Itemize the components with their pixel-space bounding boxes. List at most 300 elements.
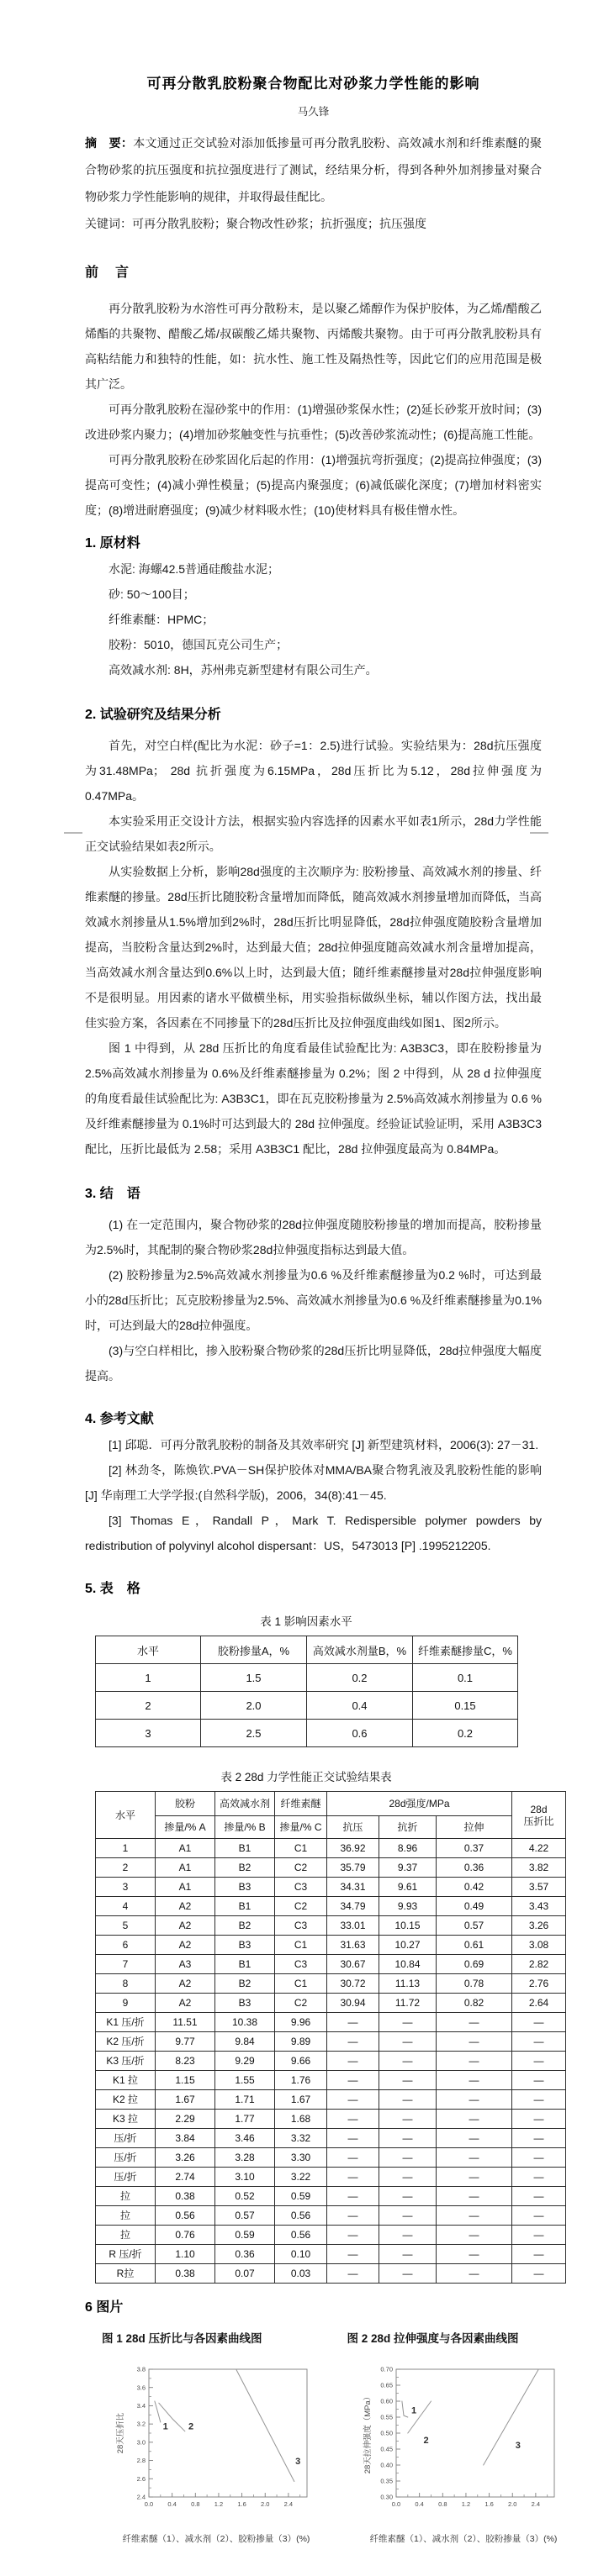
table-cell: 8.23 <box>156 2052 215 2071</box>
keywords-label: 关键词： <box>85 217 132 230</box>
table-cell: 10.27 <box>379 1936 437 1955</box>
material-item: 胶粉：5010，德国瓦克公司生产； <box>109 638 289 651</box>
table-cell: 1.76 <box>275 2071 327 2090</box>
table-cell: 3.08 <box>512 1936 566 1955</box>
table1-row <box>96 1720 518 1747</box>
keywords-line <box>85 210 542 237</box>
table-cell: 0.52 <box>215 2187 275 2206</box>
y-tick-label: 3.8 <box>136 2365 146 2373</box>
table2-row <box>96 2129 566 2148</box>
y-tick-label: 0.70 <box>380 2365 393 2373</box>
table-cell: 1 <box>96 1664 201 1692</box>
table-cell: 9 <box>96 1994 156 2013</box>
table-cell: 3.84 <box>156 2129 215 2148</box>
table-cell: 6 <box>96 1936 156 1955</box>
table-cell: 1.5 <box>201 1664 307 1692</box>
materials-list <box>85 556 542 682</box>
table-factor-levels <box>95 1636 518 1747</box>
table-cell: 30.72 <box>327 1974 379 1994</box>
table-cell: K3 拉 <box>96 2110 156 2129</box>
table-cell: 0.10 <box>275 2245 327 2264</box>
y-tick-label: 0.30 <box>380 2493 393 2501</box>
table-cell: 0.15 <box>413 1692 518 1720</box>
table-cell: 0.69 <box>437 1955 512 1974</box>
table2-row <box>96 2032 566 2052</box>
table2-header-water-sub: 掺量/% B <box>215 1816 275 1839</box>
table-cell: R拉 <box>96 2264 156 2284</box>
table-cell: 0.59 <box>275 2187 327 2206</box>
table-cell: 0.82 <box>437 1994 512 2013</box>
table-cell: C2 <box>275 1897 327 1916</box>
table-cell: A1 <box>156 1878 215 1897</box>
table-cell: B2 <box>215 1858 275 1878</box>
table-cell: — <box>327 2013 379 2032</box>
table-cell: — <box>327 2245 379 2264</box>
table-cell: — <box>379 2129 437 2148</box>
table2-row <box>96 1994 566 2013</box>
table-cell: 10.38 <box>215 2013 275 2032</box>
table-cell: 4 <box>96 1897 156 1916</box>
author: 马久锋 <box>297 106 330 118</box>
y-tick-label: 2.4 <box>136 2493 146 2501</box>
table-cell: 33.01 <box>327 1916 379 1936</box>
series-label-3: 3 <box>515 2441 521 2452</box>
table-cell: B2 <box>215 1916 275 1936</box>
table-cell: 压/折 <box>96 2148 156 2168</box>
table-cell: — <box>379 2013 437 2032</box>
table-cell: 0.37 <box>437 1839 512 1858</box>
table-cell: B3 <box>215 1994 275 2013</box>
table1-row <box>96 1664 518 1692</box>
table-cell: K2 拉 <box>96 2090 156 2110</box>
y-tick-label: 0.65 <box>380 2381 393 2389</box>
table1-header-cell: 水平 <box>96 1636 201 1664</box>
table-cell: 9.96 <box>275 2013 327 2032</box>
material-item: 水泥: 海螺42.5普通硅酸盐水泥； <box>109 562 280 576</box>
table-cell: 8.96 <box>379 1839 437 1858</box>
table2-header-row2 <box>96 1816 566 1839</box>
table2-row <box>96 2148 566 2168</box>
table-cell: — <box>437 2187 512 2206</box>
table2-header-row1 <box>96 1792 566 1816</box>
table-cell: — <box>327 2187 379 2206</box>
x-tick-label: 2.4 <box>283 2500 294 2508</box>
table-cell: 0.4 <box>307 1692 413 1720</box>
series-label-1: 1 <box>162 2421 168 2432</box>
x-tick-label: 2.0 <box>261 2500 270 2508</box>
y-tick-label: 2.8 <box>136 2457 146 2465</box>
experiment-paragraph: 首先，对空白样(配比为水泥：砂子=1：2.5)进行试验。实验结果为：28d抗压强度为31.48MPa； 28d 抗折强度为6.15MPa，28d压折比为5.12，28d拉伸强度为0.47MPa。 <box>85 739 542 803</box>
table2-row <box>96 1839 566 1858</box>
table-cell: — <box>379 2206 437 2226</box>
table-cell: — <box>327 2206 379 2226</box>
x-tick-label: 0.8 <box>191 2500 200 2508</box>
experiment-paragraph: 本实验采用正交设计方法，根据实验内容选择的因素水平如表1所示，28d力学性能正交试验结果如表2所示。 <box>85 814 542 853</box>
table-cell: 0.56 <box>275 2206 327 2226</box>
table-cell: 1.15 <box>156 2071 215 2090</box>
table-cell: 3.26 <box>512 1916 566 1936</box>
table-cell: — <box>379 2090 437 2110</box>
table-cell: A2 <box>156 1897 215 1916</box>
x-tick-label: 1.6 <box>484 2500 494 2508</box>
table2-row <box>96 2245 566 2264</box>
table2-row <box>96 1916 566 1936</box>
chart-canvas <box>357 2361 569 2527</box>
table-cell: 9.66 <box>275 2052 327 2071</box>
y-tick-label: 3.0 <box>136 2438 146 2447</box>
table-cell: 0.78 <box>437 1974 512 1994</box>
table2-header-cellulose-sub: 掺量/% C <box>275 1816 327 1839</box>
table-cell: 2.74 <box>156 2168 215 2187</box>
table-cell: — <box>327 2071 379 2090</box>
page-break-mark-left <box>64 832 82 834</box>
table-cell: C3 <box>275 1955 327 1974</box>
series-label-1: 1 <box>410 2405 417 2416</box>
table1-row <box>96 1692 518 1720</box>
document-page <box>0 74 593 2576</box>
y-tick-label: 3.4 <box>136 2402 146 2410</box>
table2-header-compressive: 抗压 <box>327 1816 379 1839</box>
table-cell: 30.67 <box>327 1955 379 1974</box>
table-cell: 0.57 <box>437 1916 512 1936</box>
table-cell: 3.10 <box>215 2168 275 2187</box>
table-cell: 4.22 <box>512 1839 566 1858</box>
table-cell: 0.07 <box>215 2264 275 2284</box>
table2-row <box>96 1858 566 1878</box>
table-cell: — <box>512 2013 566 2032</box>
table-cell: — <box>512 2206 566 2226</box>
table-cell: A2 <box>156 1974 215 1994</box>
table-cell: — <box>379 2226 437 2245</box>
table-cell: 1.67 <box>275 2090 327 2110</box>
table-cell: — <box>379 2245 437 2264</box>
table-cell: 5 <box>96 1916 156 1936</box>
table-cell: — <box>512 2110 566 2129</box>
table-cell: — <box>327 2052 379 2071</box>
table-cell: — <box>437 2168 512 2187</box>
figure-block-1 <box>110 2361 322 2546</box>
table-cell: A2 <box>156 1994 215 2013</box>
table-cell: 1.77 <box>215 2110 275 2129</box>
table-cell: B3 <box>215 1878 275 1897</box>
abstract-paragraph <box>85 129 542 210</box>
table-cell: — <box>327 2129 379 2148</box>
heading-preface: 前 言 <box>85 266 131 280</box>
table2-header-tensile: 拉伸 <box>437 1816 512 1839</box>
table-cell: K1 拉 <box>96 2071 156 2090</box>
x-tick-label: 1.2 <box>461 2500 471 2508</box>
table-cell: C1 <box>275 1936 327 1955</box>
table-cell: 1.71 <box>215 2090 275 2110</box>
table-cell: 11.13 <box>379 1974 437 1994</box>
figure2-caption: 图 2 28d 拉伸强度与各因素曲线图 <box>347 2332 519 2345</box>
table-cell: — <box>512 2052 566 2071</box>
table-cell: B2 <box>215 1974 275 1994</box>
table-cell: 3 <box>96 1720 201 1747</box>
preface-paragraph: 可再分散乳胶粉在砂浆固化后起的作用：(1)增强抗弯折强度；(2)提高拉伸强度；(3)提高可变性；(4)减小弹性模量；(5)提高内聚强度；(6)减低碳化深度；(7)增加材料密实度；(8)增进耐磨强度；(9)减少材料吸水性；(10)使材料具有极佳憎水性。 <box>85 453 542 517</box>
y-tick-label: 0.45 <box>380 2445 393 2453</box>
table-cell: — <box>379 2052 437 2071</box>
table2-row <box>96 2071 566 2090</box>
x-tick-label: 0.0 <box>144 2500 154 2508</box>
table-cell: 2.5 <box>201 1720 307 1747</box>
table1-header-cell: 胶粉掺量A，% <box>201 1636 307 1664</box>
table-cell: 压/折 <box>96 2168 156 2187</box>
table2-header-powder-sub: 掺量/% A <box>156 1816 215 1839</box>
table-cell: 0.42 <box>437 1878 512 1897</box>
table-cell: 9.61 <box>379 1878 437 1897</box>
y-axis-label: 28天压折比 <box>116 2412 125 2454</box>
table-cell: 0.38 <box>156 2187 215 2206</box>
table-cell: 9.77 <box>156 2032 215 2052</box>
page-break-mark-right <box>530 832 548 834</box>
document-content <box>0 74 593 2546</box>
series-line-3 <box>236 2369 294 2482</box>
table-cell: 1.67 <box>156 2090 215 2110</box>
heading-experiment: 2. 试验研究及结果分析 <box>85 708 221 722</box>
table2-row <box>96 2187 566 2206</box>
table-cell: 0.36 <box>437 1858 512 1878</box>
table-cell: C1 <box>275 1974 327 1994</box>
material-item: 高效减水剂: 8H，苏州弗克新型建材有限公司生产。 <box>109 663 378 677</box>
table2-header-flexural: 抗折 <box>379 1816 437 1839</box>
y-axis-label: 28天拉伸强度（MPa） <box>363 2392 373 2474</box>
heading-conclusion: 3. 结 语 <box>85 1187 140 1201</box>
x-tick-label: 0.8 <box>438 2500 447 2508</box>
table-cell: — <box>512 2071 566 2090</box>
table2-row <box>96 2013 566 2032</box>
table2-row <box>96 2226 566 2245</box>
y-tick-label: 0.55 <box>380 2413 393 2421</box>
table-cell: 0.6 <box>307 1720 413 1747</box>
table-cell: — <box>512 2032 566 2052</box>
table-cell: 2.82 <box>512 1955 566 1974</box>
table-cell: A1 <box>156 1839 215 1858</box>
x-tick-label: 2.0 <box>508 2500 517 2508</box>
reference-item: [2] 林劲冬，陈焕钦.PVA－SH保护胶体对MMA/BA聚合物乳液及乳胶粉性能的影响 [J] 华南理工大学学报:(自然科学版)，2006，34(8):41－45. <box>85 1463 542 1502</box>
table-cell: A3 <box>156 1955 215 1974</box>
table-cell: 36.92 <box>327 1839 379 1858</box>
table-cell: — <box>437 2148 512 2168</box>
table-cell: 0.56 <box>275 2226 327 2245</box>
y-tick-label: 2.6 <box>136 2474 146 2483</box>
table-cell: 2.76 <box>512 1974 566 1994</box>
table2-row <box>96 2090 566 2110</box>
heading-materials: 1. 原材料 <box>85 536 140 550</box>
table-cell: 0.57 <box>215 2206 275 2226</box>
heading-figures: 6 图片 <box>85 2300 124 2315</box>
page-title: 可再分散乳胶粉聚合物配比对砂浆力学性能的影响 <box>146 76 480 92</box>
plot-border <box>396 2369 554 2497</box>
figure-captions-row <box>102 2331 542 2347</box>
table-cell: 7 <box>96 1955 156 1974</box>
x-axis-label: 纤维素醚（1）、减水剂（2）、胶粉掺量（3）(%) <box>122 2534 310 2544</box>
chart-canvas <box>110 2361 322 2527</box>
table-cell: — <box>512 2264 566 2284</box>
table-cell: 2.0 <box>201 1692 307 1720</box>
table-cell: 11.72 <box>379 1994 437 2013</box>
table2-header-cellulose: 纤维素醚 <box>275 1792 327 1816</box>
table-cell: — <box>437 2245 512 2264</box>
table2-row <box>96 2110 566 2129</box>
table-cell: 0.59 <box>215 2226 275 2245</box>
x-tick-label: 0.4 <box>415 2500 424 2508</box>
table-cell: C2 <box>275 1858 327 1878</box>
table-cell: — <box>437 2226 512 2245</box>
series-line-3 <box>484 2369 539 2465</box>
heading-references: 4. 参考文献 <box>85 1412 154 1426</box>
table-cell: — <box>512 2187 566 2206</box>
table2-header-strength: 28d强度/MPa <box>327 1792 512 1816</box>
table-cell: 8 <box>96 1974 156 1994</box>
table-cell: — <box>379 2032 437 2052</box>
table-cell: 3.46 <box>215 2129 275 2148</box>
table-cell: 0.38 <box>156 2264 215 2284</box>
table-cell: 9.84 <box>215 2032 275 2052</box>
table-cell: — <box>327 2226 379 2245</box>
table-cell: — <box>437 2052 512 2071</box>
y-tick-label: 0.35 <box>380 2477 393 2485</box>
table1-header-cell: 高效减水剂量B，% <box>307 1636 413 1664</box>
table-cell: 压/折 <box>96 2129 156 2148</box>
x-tick-label: 0.4 <box>167 2500 177 2508</box>
table2-row <box>96 1936 566 1955</box>
table2-row <box>96 1974 566 1994</box>
series-label-2: 2 <box>188 2421 194 2432</box>
table-cell: — <box>327 2168 379 2187</box>
y-tick-label: 0.40 <box>380 2461 393 2469</box>
table2-row <box>96 2168 566 2187</box>
table-cell: 0.03 <box>275 2264 327 2284</box>
table-cell: 3 <box>96 1878 156 1897</box>
table-cell: 35.79 <box>327 1858 379 1878</box>
table-cell: 2.29 <box>156 2110 215 2129</box>
table-cell: 2 <box>96 1692 201 1720</box>
table-cell: — <box>379 2148 437 2168</box>
table2-header-ratio <box>512 1792 566 1839</box>
table-cell: — <box>437 2264 512 2284</box>
table-cell: — <box>512 2226 566 2245</box>
table-cell: B1 <box>215 1897 275 1916</box>
table-cell: 3.32 <box>275 2129 327 2148</box>
table-cell: 34.79 <box>327 1897 379 1916</box>
table-cell: 1.10 <box>156 2245 215 2264</box>
table-cell: 9.29 <box>215 2052 275 2071</box>
conclusion-paragraphs <box>85 1212 542 1388</box>
table-cell: 2 <box>96 1858 156 1878</box>
x-tick-label: 1.6 <box>237 2500 246 2508</box>
table-cell: 0.76 <box>156 2226 215 2245</box>
table-cell: — <box>437 2032 512 2052</box>
table-cell: 10.15 <box>379 1916 437 1936</box>
table-cell: 31.63 <box>327 1936 379 1955</box>
table-cell: B3 <box>215 1936 275 1955</box>
table-cell: — <box>437 2013 512 2032</box>
table-cell: 0.1 <box>413 1664 518 1692</box>
table-cell: 1 <box>96 1839 156 1858</box>
table-cell: 3.43 <box>512 1897 566 1916</box>
table-cell: — <box>512 2090 566 2110</box>
y-tick-label: 3.2 <box>136 2420 146 2428</box>
table-cell: — <box>379 2071 437 2090</box>
x-axis-label: 纤维素醚（1）、减水剂（2）、胶粉掺量（3）(%) <box>369 2534 558 2544</box>
table-cell: R 压/折 <box>96 2245 156 2264</box>
plot-border <box>149 2369 307 2497</box>
table-cell: B1 <box>215 1955 275 1974</box>
table-cell: — <box>437 2110 512 2129</box>
table-cell: — <box>327 2264 379 2284</box>
table2-row <box>96 2052 566 2071</box>
table2-row <box>96 1878 566 1897</box>
x-tick-label: 1.2 <box>214 2500 224 2508</box>
table-cell: 3.82 <box>512 1858 566 1878</box>
conclusion-paragraph: (1) 在一定范围内，聚合物砂浆的28d拉伸强度随胶粉掺量的增加而提高，胶粉掺量为2.5%时，其配制的聚合物砂浆28d拉伸强度指标达到最大值。 <box>85 1218 542 1256</box>
preface-paragraphs <box>85 296 542 523</box>
figure1-caption: 图 1 28d 压折比与各因素曲线图 <box>102 2332 262 2345</box>
table-cell: A2 <box>156 1936 215 1955</box>
table-cell: — <box>379 2264 437 2284</box>
table2-header-level: 水平 <box>96 1792 156 1839</box>
table-cell: C2 <box>275 1994 327 2013</box>
table-cell: 3.22 <box>275 2168 327 2187</box>
abstract-text: 本文通过正交试验对添加低掺量可再分散乳胶粉、高效减水剂和纤维素醚的聚合物砂浆的抗压强度和抗拉强度进行了测试，经结果分析，得到各种外加剂掺量对聚合物砂浆力学性能影响的规律，并取得最佳配比。 <box>85 136 543 203</box>
table-cell: 0.2 <box>307 1664 413 1692</box>
preface-paragraph: 可再分散乳胶粉在湿砂浆中的作用：(1)增强砂浆保水性；(2)延长砂浆开放时间；(3)改进砂浆内聚力；(4)增加砂浆触变性与抗垂性；(5)改善砂浆流动性；(6)提高施工性能。 <box>85 403 542 441</box>
abstract-block <box>85 129 542 237</box>
table-cell: — <box>437 2206 512 2226</box>
table-cell: 9.37 <box>379 1858 437 1878</box>
table2-header-ratio-line2: 压折比 <box>523 1815 554 1827</box>
table-cell: 1.55 <box>215 2071 275 2090</box>
table2-header-powder: 胶粉 <box>156 1792 215 1816</box>
table-cell: 拉 <box>96 2187 156 2206</box>
series-line-1 <box>402 2401 408 2417</box>
table-cell: — <box>512 2129 566 2148</box>
table2-row <box>96 1955 566 1974</box>
table2-header-ratio-line1: 28d <box>530 1803 548 1815</box>
material-item: 纤维素醚：HPMC； <box>109 613 214 626</box>
conclusion-paragraph: (2) 胶粉掺量为2.5%高效减水剂掺量为0.6 %及纤维素醚掺量为0.2 %时，可达到最小的28d压折比；瓦克胶粉掺量为2.5%、高效减水剂掺量为0.6 %及纤维素醚掺量为0.1%时，可达到最大的28d拉伸强度。 <box>85 1268 542 1332</box>
table-cell: C1 <box>275 1839 327 1858</box>
reference-item: [3] Thomas E，Randall P，Mark T. Redispersible polymer powders by redistribution of polyvinyl alcohol dispersant：US，5473013 [P] .1995212205. <box>85 1514 542 1552</box>
table-cell: 拉 <box>96 2206 156 2226</box>
table2-row <box>96 2206 566 2226</box>
table-cell: 0.36 <box>215 2245 275 2264</box>
table-orthogonal-results <box>95 1791 566 2284</box>
table2-header-water-reducer: 高效减水剂 <box>215 1792 275 1816</box>
y-tick-label: 0.50 <box>380 2429 393 2437</box>
table-cell: A2 <box>156 1916 215 1936</box>
table-cell: — <box>327 2032 379 2052</box>
table-cell: — <box>327 2148 379 2168</box>
table-cell: — <box>327 2110 379 2129</box>
references-list <box>85 1432 542 1558</box>
table-cell: 3.57 <box>512 1878 566 1897</box>
table-cell: B1 <box>215 1839 275 1858</box>
table-cell: 3.26 <box>156 2148 215 2168</box>
keywords-text: 可再分散乳胶粉；聚合物改性砂浆；抗折强度；抗压强度 <box>132 217 426 230</box>
table-cell: — <box>512 2168 566 2187</box>
table1-caption: 表 1 影响因素水平 <box>260 1615 352 1628</box>
material-item: 砂: 50～100目； <box>109 587 195 601</box>
table-cell: 0.61 <box>437 1936 512 1955</box>
table-cell: — <box>437 2090 512 2110</box>
table-cell: — <box>327 2090 379 2110</box>
table-cell: — <box>379 2187 437 2206</box>
heading-tables: 5. 表 格 <box>85 1582 140 1596</box>
table-cell: 2.64 <box>512 1994 566 2013</box>
table-cell: 11.51 <box>156 2013 215 2032</box>
